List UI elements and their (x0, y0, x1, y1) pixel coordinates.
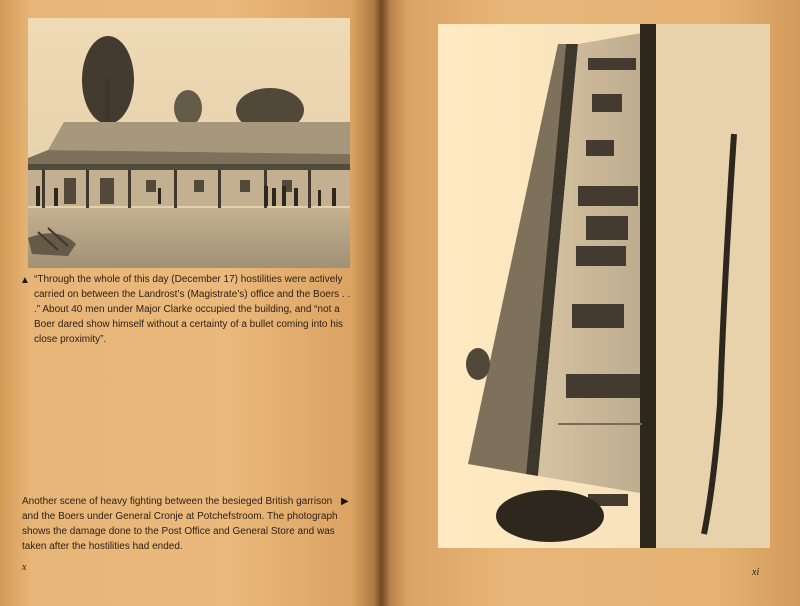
caption-arrow-right-icon: ▶ (341, 496, 349, 507)
post-office-photo (438, 24, 770, 548)
page-number-right: xi (752, 567, 760, 578)
book-gutter (374, 0, 390, 606)
landrost-office-caption: “Through the whole of this day (December 17) hostilities were actively carried on between the Landrost’s (Magistrate’s) office and the Boers . . .” About 40 men under Major Clarke occupied the building, and “not a Boer dared show himself without a certainty of a bullet coming into his close proximity”. (34, 274, 351, 345)
post-office-image (438, 24, 770, 548)
post-office-caption: Another scene of heavy fighting between the besieged British garrison and the Boers under General Cronje at Potchefstroom. The photograph shows the damage done to the Post Office and General Store and was taken after the hostilities had ended. (22, 496, 338, 552)
left-page (0, 0, 382, 606)
caption-arrow-up-icon: ▲ (20, 275, 30, 286)
landrost-office-image (28, 18, 350, 268)
page-number-left: x (22, 562, 27, 573)
landrost-office-photo (28, 18, 350, 268)
